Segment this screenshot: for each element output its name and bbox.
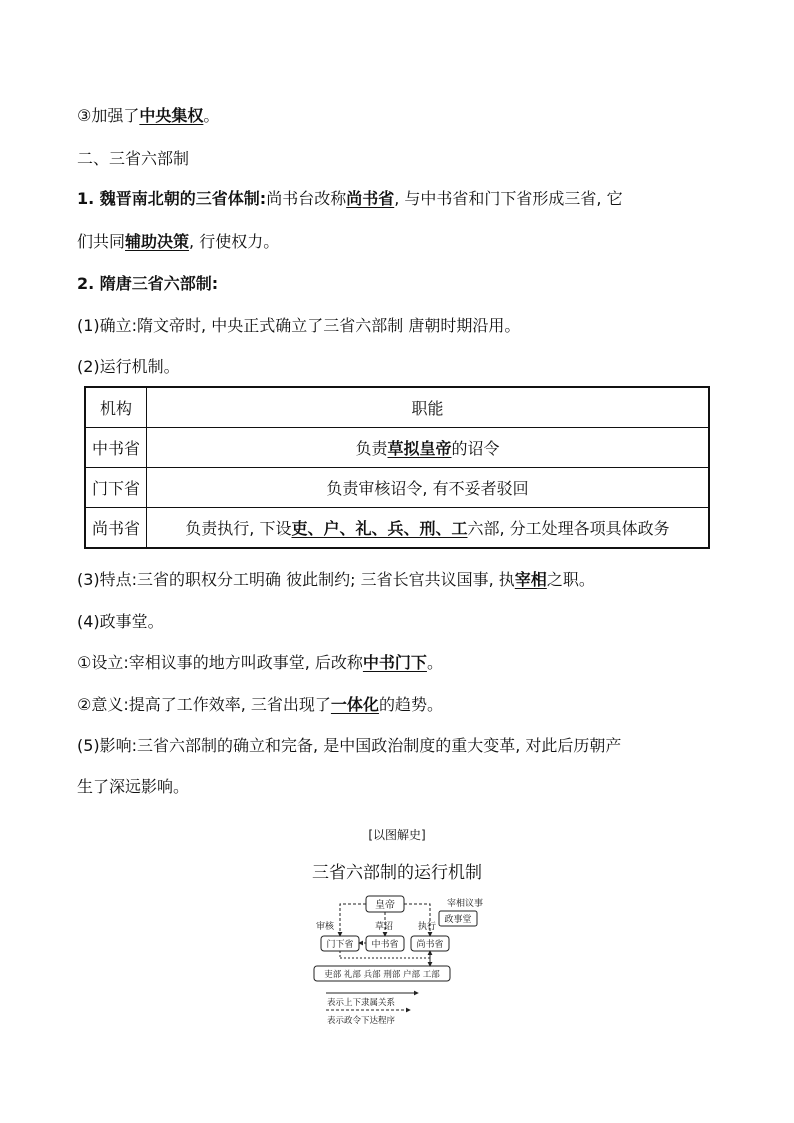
legend-dashed-label: 表示政令下达程序 — [327, 1016, 396, 1026]
diagram-tag: [以图解史] — [368, 828, 426, 842]
key-term: 尚书省 — [346, 189, 395, 208]
emperor-label: 皇帝 — [375, 900, 395, 911]
review-label: 审核 — [315, 922, 335, 932]
table-cell-duty: 负责审核诏令, 有不妥者驳回 — [147, 468, 710, 508]
key-term: 草拟皇帝 — [387, 439, 452, 458]
execute-label: 执行 — [417, 922, 437, 932]
table-cell-org: 尚书省 — [85, 508, 147, 549]
mechanism-diagram — [300, 892, 500, 1032]
council-label: 政事堂 — [444, 915, 472, 925]
table-header-row — [85, 387, 709, 428]
para-zhengshitang: (4)政事堂。 — [77, 612, 164, 631]
ministries-label: 吏部 礼部 兵部 刑部 户部 工部 — [324, 970, 440, 980]
table-cell-org: 中书省 — [85, 428, 147, 468]
emperor-to-menxia-line — [340, 904, 366, 936]
para-weijin-cont: 们共同辅助决策, 行使权力。 — [77, 232, 280, 251]
para-influence-cont: 生了深远影响。 — [77, 777, 190, 796]
table-row — [85, 468, 709, 508]
para-features: (3)特点:三省的职权分工明确 彼此制约; 三省长官共议国事, 执宰相之职。 — [77, 570, 595, 589]
key-term: 中书门下 — [362, 653, 427, 672]
key-term: 吏、户、礼、兵、刑、工 — [291, 519, 468, 538]
key-term: 辅助决策 — [125, 232, 190, 251]
para-establish: (1)确立:隋文帝时, 中央正式确立了三省六部制 唐朝时期沿用。 — [77, 316, 521, 335]
table-row — [85, 508, 709, 549]
para-mechanism: (2)运行机制。 — [77, 357, 180, 376]
table-cell-org: 门下省 — [85, 468, 147, 508]
draft-label: 草诏 — [374, 922, 394, 932]
diagram-title: 三省六部制的运行机制 — [312, 863, 482, 883]
table-header: 职能 — [147, 387, 710, 428]
key-term: 中央集权 — [139, 106, 204, 125]
key-term: 一体化 — [330, 695, 379, 714]
para-influence: (5)影响:三省六部制的确立和完备, 是中国政治制度的重大变革, 对此后历朝产 — [77, 736, 622, 755]
table-row — [85, 428, 709, 468]
para-weijin: 1. 魏晋南北朝的三省体制:尚书台改称尚书省, 与中书省和门下省形成三省, 它 — [77, 189, 623, 208]
para-significance: ②意义:提高了工作效率, 三省出现了一体化的趋势。 — [77, 695, 443, 714]
section-heading: 二、三省六部制 — [77, 149, 190, 168]
shangshu-label: 尚书省 — [416, 940, 444, 950]
table-cell-duty: 负责执行, 下设吏、户、礼、兵、刑、工六部, 分工处理各项具体政务 — [147, 508, 710, 549]
key-term: 宰相 — [514, 570, 547, 589]
subheading-suitang: 2. 隋唐三省六部制: — [77, 274, 219, 293]
relay-to-shangshu-line — [340, 951, 430, 958]
para-setup: ①设立:宰相议事的地方叫政事堂, 后改称中书门下。 — [77, 653, 443, 672]
point-centralization: ③加强了中央集权。 — [77, 106, 220, 125]
table-header: 机构 — [85, 387, 147, 428]
duties-table — [84, 386, 710, 549]
legend-solid-label: 表示上下隶属关系 — [327, 998, 396, 1008]
zhongshu-label: 中书省 — [371, 940, 399, 950]
council-caption: 宰相议事 — [446, 899, 484, 909]
menxia-label: 门下省 — [326, 940, 354, 950]
table-cell-duty: 负责草拟皇帝的诏令 — [147, 428, 710, 468]
